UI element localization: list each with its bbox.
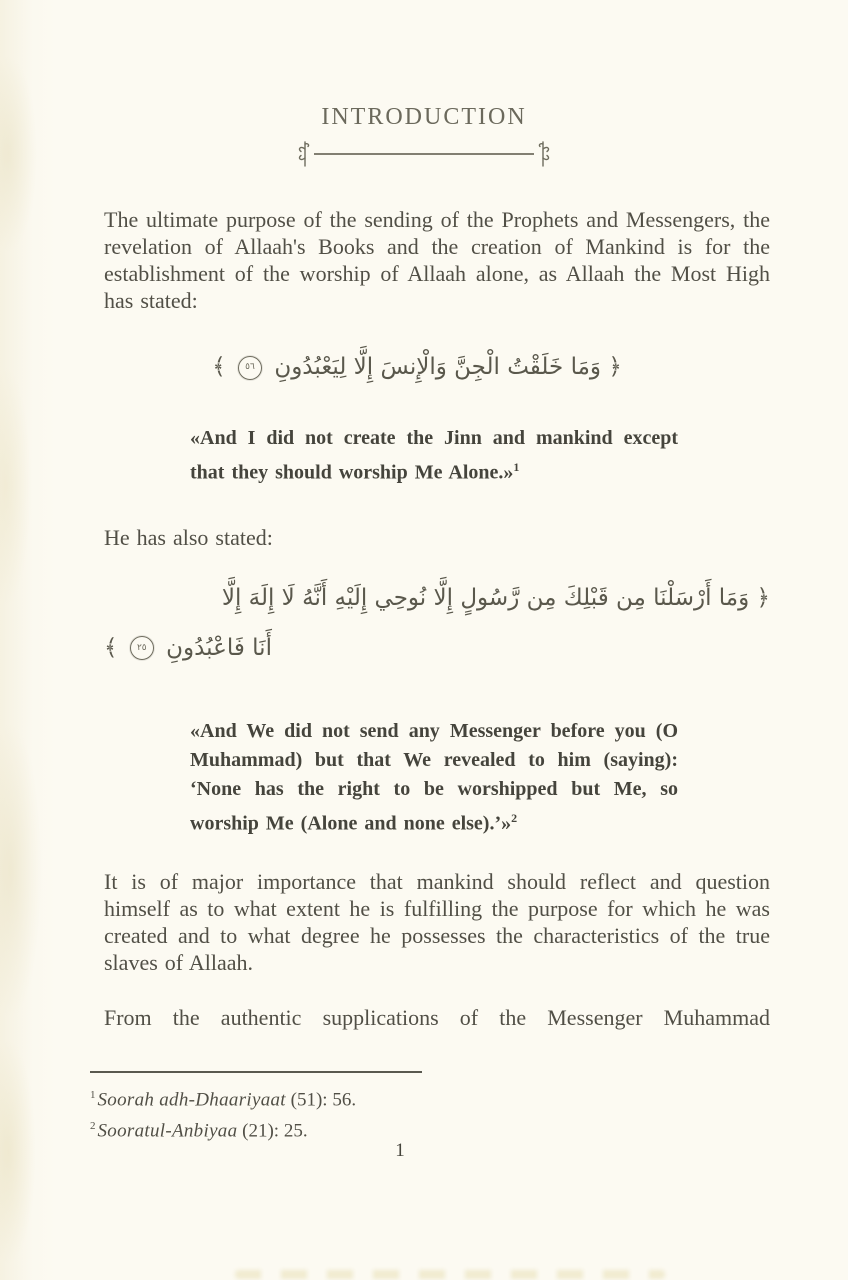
translation-quote-1 [190, 424, 678, 488]
translation-quote-2-text: «And We did not send any Messenger before you (O Muhammad) but that We revealed to him (saying): ‘None has the right to be worshipped but Me, so worship Me (Alone and none else).’» [190, 719, 678, 835]
paragraph-he-has-also-stated: He has also stated: [104, 524, 273, 550]
footnote-2-citation: (21): 25. [237, 1120, 308, 1142]
translation-quote-1-text: «And I did not create the Jinn and mankind except that they should worship Me Alone.» [190, 427, 678, 484]
paragraph-intro: The ultimate purpose of the sending of the Prophets and Messengers, the revelation of Allaah's Books and the creation of Mankind is for the establishment of the worship of Allaah alone, as Allaah the Most High has stated: [104, 207, 770, 313]
chapter-header [0, 104, 848, 168]
footnote-1-source: Soorah adh-Dhaariyaat [97, 1089, 286, 1111]
title-rule [296, 140, 552, 168]
paragraph-supplications: From the authentic supplications of the Messenger Muhammad [104, 1005, 770, 1031]
arabic-verse-2-line2 [104, 625, 770, 671]
ayah-number: ٢٥ [136, 642, 147, 653]
arabic-verse-2-line1: ﴿ وَمَا أَرْسَلْنَا مِن قَبْلِكَ مِن رَّسُولٍ إِلَّا نُوحِي إِلَيْهِ أَنَّهُ لَا إِلَهَ إِلَّا [221, 584, 770, 611]
page-body [104, 206, 770, 1031]
arabic-verse-1-closing-bracket: ﴾ [212, 354, 226, 380]
paragraph-importance: It is of major importance that mankind should reflect and question himself as to what extent he is fulfilling the purpose for which he was created and to what degree he possesses the characteristics of the true slaves of Allaah. [104, 869, 770, 976]
ayah-medallion-icon [130, 636, 154, 660]
footnote-1-marker: 1 [90, 1088, 96, 1101]
scan-edge-bottom-artifact [235, 1270, 665, 1279]
page-number: 1 [395, 1140, 405, 1161]
footnote-reference-1: 1 [513, 460, 520, 474]
footnotes-section [90, 1071, 848, 1144]
scan-edge-left-artifact [0, 0, 60, 1280]
footnote-1 [90, 1082, 848, 1113]
arabic-verse-2 [104, 575, 770, 671]
arabic-verse-2-closing-bracket: ﴾ [104, 634, 118, 661]
ayah-medallion-icon [238, 356, 262, 380]
fleuron-ornament-right-icon [534, 140, 552, 168]
footnote-divider-rule [90, 1071, 422, 1072]
arabic-verse-1 [104, 344, 770, 390]
ayah-number: ٥٦ [245, 362, 255, 372]
translation-quote-2 [190, 717, 678, 839]
title-rule-line [314, 153, 534, 154]
footnote-2-marker: 2 [90, 1120, 96, 1133]
arabic-verse-1-text: ﴿ وَمَا خَلَقْتُ الْجِنَّ وَالْإِنسَ إِلَّا لِيَعْبُدُونِ [274, 354, 622, 380]
fleuron-ornament-left-icon [296, 140, 314, 168]
footnote-1-citation: (51): 56. [285, 1089, 357, 1111]
footnote-2-source: Sooratul-Anbiyaa [97, 1120, 238, 1142]
chapter-title: INTRODUCTION [321, 104, 527, 130]
footnote-reference-2: 2 [511, 810, 518, 825]
arabic-verse-2-line2-text: أَنَا فَاعْبُدُونِ [166, 634, 272, 661]
